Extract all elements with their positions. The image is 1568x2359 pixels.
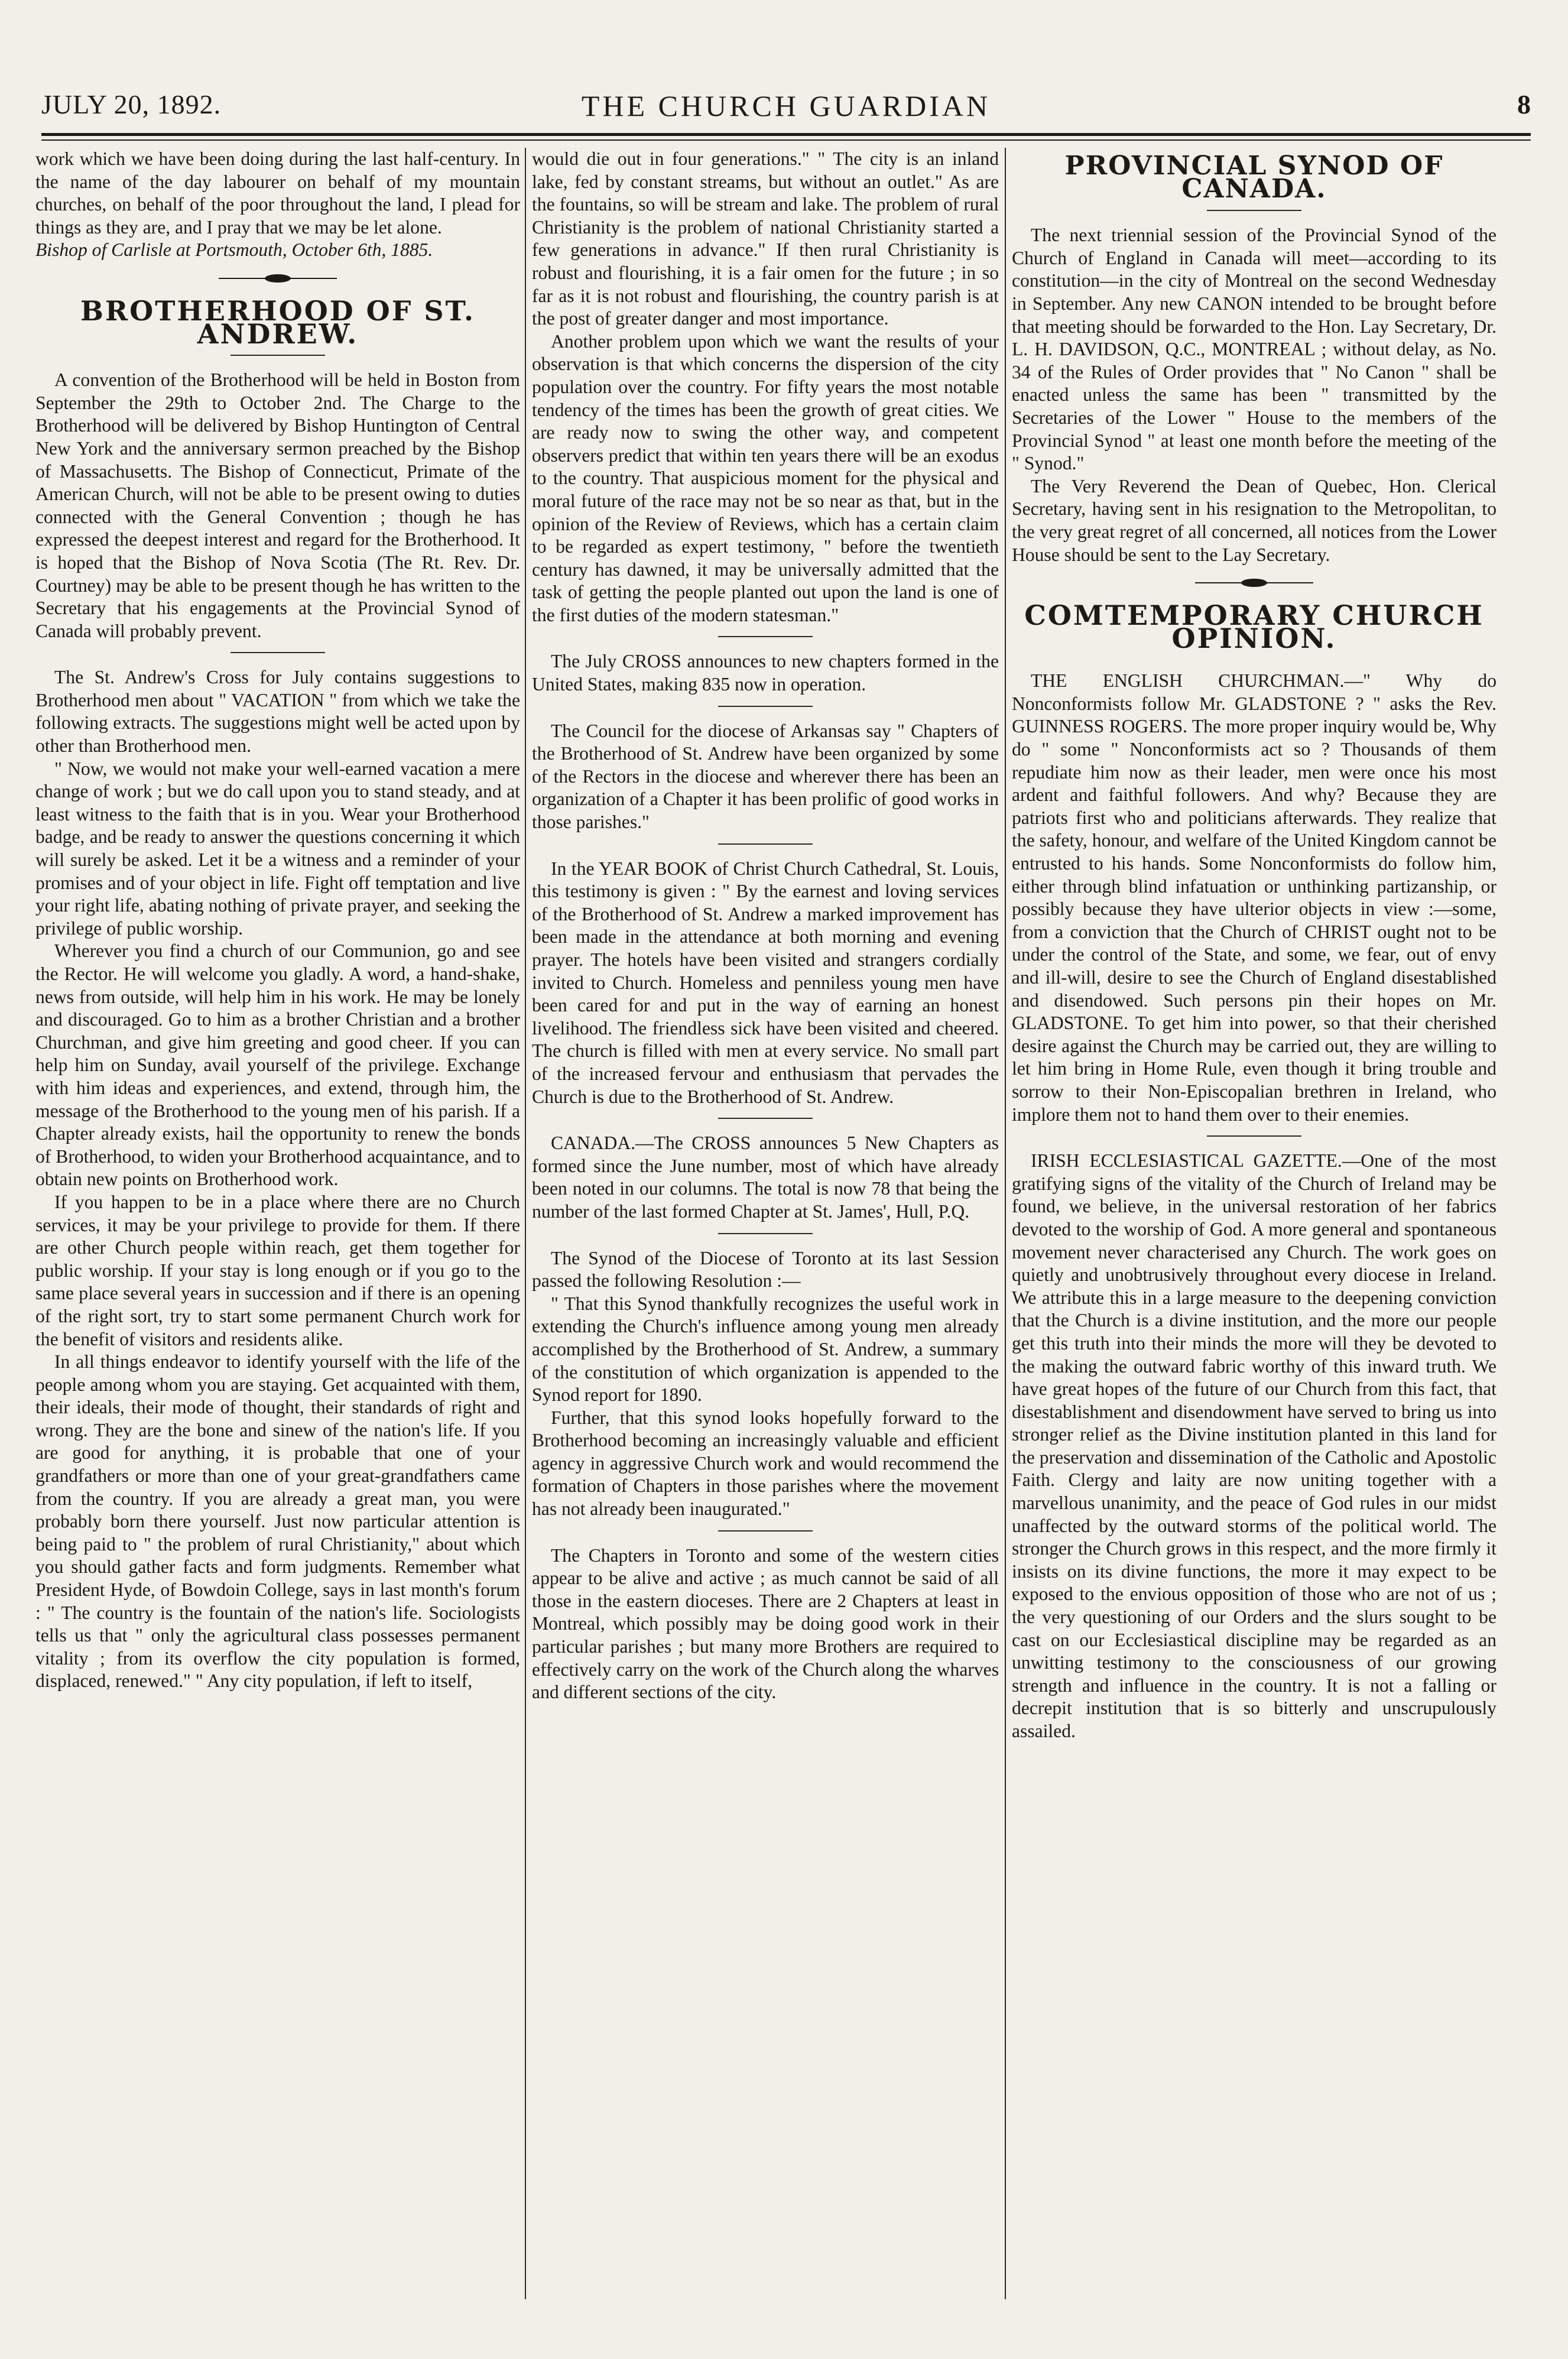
column-2 <box>532 148 999 2299</box>
short-rule <box>718 636 813 637</box>
paragraph: The next triennial session of the Provincial Synod of the Church of England in Canada will meet—according to its constitution—in the city of Montreal on the second Wednesday in September. Any new CANON intended to be brought before that meeting should be forwarded to the Hon. Lay Secretary, Dr. L. H. DAVIDSON, Q.C., MONTREAL ; without delay, as No. 34 of the Rules of Order provides that " No Canon " shall be enacted unless the same has been " transmitted by the Secretaries of the Lower " House to the members of the Provincial Synod " at least one month before the meeting of the " Synod." <box>1012 225 1496 474</box>
short-rule <box>718 843 813 845</box>
masthead-rule-thin <box>41 139 1531 141</box>
article-heading: BROTHERHOOD OF ST. ANDREW. <box>80 294 475 350</box>
ornament-divider <box>219 272 337 284</box>
article-heading: PROVINCIAL SYNOD OF CANADA. <box>1064 151 1444 204</box>
paragraph: would die out in four generations." " The city is an inland lake, fed by constant streams, but without an outlet." As are the fountains, so will be stream and lake. The problem of rural Christianity is the problem of national Christianity started a few generations in advance." If then rural Christianity is robust and flourishing, it is a fair omen for the future ; in so far as it is not robust and flourishing, the country parish is at the post of greater danger and most importance. <box>532 148 999 329</box>
short-rule <box>231 652 325 653</box>
page-number: 8 <box>1517 89 1531 119</box>
column-divider <box>1005 148 1006 2299</box>
paragraph: CANADA.—The CROSS announces 5 New Chapters as formed since the June number, most of which have already been noted in our columns. The total is now 78 that being the number of the last formed Chapter at St. James', Hull, P.Q. <box>532 1133 999 1222</box>
quote-attribution: Bishop of Carlisle at Portsmouth, October 6th, 1885. <box>35 239 433 261</box>
paragraph: The St. Andrew's Cross for July contains suggestions to Brotherhood men about " VACATION " from which we take the following extracts. The suggestions might well be acted upon by other than Brotherhood men. <box>35 667 520 757</box>
masthead <box>41 89 1531 130</box>
short-rule <box>231 355 325 356</box>
paragraph: Another problem upon which we want the results of your observation is that which concerns the dispersion of the city population over the country. For fifty years the most notable tendency of the times has been the growth of great cities. We are ready now to swing the other way, and competent observers predict that within ten years there will be an exodus to the country. That auspicious moment for the physical and moral future of the race may not be so near as that, but in the opinion of the Review of Reviews, which has a certain claim to be regarded as expert testimony, " before the twentieth century has dawned, it may be universally admitted that the task of getting the people planted out upon the land is one of the first duties of the modern statesman." <box>532 330 999 625</box>
column-3 <box>1012 148 1496 2299</box>
paragraph: In all things endeavor to identify yourself with the life of the people among whom you are staying. Get acquainted with them, their ideals, their mode of thought, their standards of right and wrong. They are the bone and sinew of the nation's life. If you are good for anything, it is probable that one of your grandfathers or more than one of your great-grandfathers came from the country. If you are already a great man, you were probably born there yourself. Just now particular attention is being paid to " the problem of rural Christianity," about which you should gather facts and form judgments. Remember what President Hyde, of Bowdoin College, says in last month's forum : " The country is the fountain of the nation's life. Sociologists tells us that " only the agricultural class possesses permanent vitality ; from its overflow the city population is formed, displaced, renewed." " Any city population, if left to itself, <box>35 1351 520 1692</box>
paragraph: If you happen to be in a place where there are no Church services, it may be your privilege to provide for them. If there are other Church people within reach, get them together for public worship. If your stay is long enough or if you go to the same place several years in succession and if there is an opening of the right sort, try to start some permanent Church work for the benefit of visitors and residents alike. <box>35 1191 520 1349</box>
paragraph: The Very Reverend the Dean of Quebec, Hon. Clerical Secretary, having sent in his resignation to the Metropolitan, to the very great regret of all concerned, all notices from the Lower House should be sent to the Lay Secretary. <box>1012 475 1496 565</box>
column-1 <box>35 148 520 2299</box>
paragraph: In the YEAR BOOK of Christ Church Cathedral, St. Louis, this testimony is given : " By the earnest and loving services of the Brotherhood of St. Andrew a marked improvement has been made in the attendance at both morning and evening prayer. The hotels have been visited and strangers cordially invited to Church. Homeless and penniless young men have been cared for and put in the way of earning an honest livelihood. The friendless sick have been visited and cheered. The church is filled with men at every service. No small part of the increased fervour and enthusiasm that pervades the Church is due to the Brotherhood of St. Andrew. <box>532 858 999 1107</box>
paragraph: The Council for the diocese of Arkansas say " Chapters of the Brotherhood of St. Andrew have been organized by some of the Rectors in the diocese and wherever there has been an organization of a Chapter it has been prolific of good works in those parishes." <box>532 720 999 833</box>
paragraph: IRISH ECCLESIASTICAL GAZETTE.—One of the most gratifying signs of the vitality of the Church of Ireland may be found, we believe, in the universal restoration of her fabrics devoted to the worship of God. A more general and spontaneous movement never characterised any Church. The work goes on quietly and unobtrusively throughout every diocese in Ireland. We attribute this in a large measure to the deepening conviction that the Church is a divine institution, and the more our people get this truth into their minds the more will they be devoted to the making the outward fabric worthy of this inward truth. We have great hopes of the future of our Church from this fact, that disestablishment and disendowment have served to bring us into stronger relief as the Divine institution planted in this land for the preservation and dissemination of the Catholic and Apostolic Faith. Clergy and laity are now uniting together with a marvellous unanimity, and the peace of God rules in our midst unaffected by the outward storms of the political world. The stronger the Church grows in this respect, and the more firmly it insists on its divine functions, the more it may expect to be exposed to the envious opposition of those who are not of us ; the very questioning of our Orders and the slurs sought to be cast on our Ecclesiastical discipline may be regarded as an unwitting testimony to the consciousness of our growing strength and influence in the country. It is not a falling or decrepit institution that is so bitterly and unscrupulously assailed. <box>1012 1150 1496 1741</box>
short-rule <box>718 1530 813 1531</box>
paragraph: " Now, we would not make your well-earned vacation a mere change of work ; but we do call upon you to stand steady, and at least witness to the faith that is in you. Wear your Brotherhood badge, and be ready to answer the questions concerning it which will surely be asked. Let it be a witness and a reminder of your promises and of your object in life. Fight off temptation and live your right life, abating nothing of private prayer, and seeking the privilege of public worship. <box>35 758 520 939</box>
paragraph: The July CROSS announces to new chapters formed in the United States, making 835 now in operation. <box>532 651 999 695</box>
issue-date: JULY 20, 1892. <box>41 89 222 119</box>
paragraph: Wherever you find a church of our Communion, go and see the Rector. He will welcome you gladly. A word, a hand-shake, news from outside, will help him in his work. He may be lonely and discouraged. Go to him as a brother Christian and a brother Churchman, and give him greeting and good cheer. If you can help him on Sunday, avail yourself of the privilege. Exchange with him ideas and experiences, and extend, through him, the message of the Brotherhood to the young men of his parish. If a Chapter already exists, hail the opportunity to renew the bonds of Brotherhood, to widen your Brotherhood acquaintance, and to obtain new points on Brotherhood work. <box>35 940 520 1190</box>
newspaper-title: THE CHURCH GUARDIAN <box>581 89 991 122</box>
short-rule <box>718 706 813 707</box>
article-heading: COMTEMPORARY CHURCH OPINION. <box>1024 599 1484 654</box>
short-rule <box>1207 1135 1301 1137</box>
article-continuation: work which we have been doing during the last half-century. In the name of the day labourer on behalf of my mountain churches, on behalf of the poor throughout the land, I plead for things as they are, and I pray that we may be let alone. <box>35 148 520 238</box>
paragraph: THE ENGLISH CHURCHMAN.—" Why do Nonconformists follow Mr. GLADSTONE ? " asks the Rev. GUINNESS ROGERS. The more proper inquiry would be, Why do " some " Nonconformists act so ? Thousands of them repudiate him now as their leader, men were once his most ardent and faithful followers. And why? Because they are patriots first who and politicians afterwards. They realize that the safety, honour, and welfare of the United Kingdom cannot be entrusted to his hands. Some Nonconformists do follow him, either through blind infatuation or unthinking partizanship, or possibly because they have ulterior objects in view :—some, from a conviction that the Church of CHRIST ought not to be under the control of the State, and some, we fear, out of envy and ill-will, desire to see the Church of England disestablished and disendowed. Such persons pin their hopes on Mr. GLADSTONE. To get him into power, so that their cherished desire against the Church may be carried out, they are willing to let him bring in Home Rule, even though it bring trouble and sorrow to their Non-Episcopalian brethren in Ireland, who implore them not to hand them over to their enemies. <box>1012 670 1496 1125</box>
ornament-divider <box>1195 577 1313 589</box>
short-rule <box>718 1233 813 1234</box>
paragraph: A convention of the Brotherhood will be held in Boston from September the 29th to October 2nd. The Charge to the Brotherhood will be delivered by Bishop Huntington of Central New York and the anniversary sermon preached by the Bishop of Massachusetts. The Bishop of Connecticut, Primate of the American Church, will not be able to be present owing to duties connected with the General Convention ; though he has expressed the deepest interest and regard for the Brotherhood. It is hoped that the Bishop of Nova Scotia (The Rt. Rev. Dr. Courtney) may be able to be present though he has written to the Secretary that his engagements at the Provincial Synod of Canada will probably prevent. <box>35 369 520 641</box>
masthead-rule-thick <box>41 133 1531 136</box>
paragraph: Further, that this synod looks hopefully forward to the Brotherhood becoming an increasingly valuable and efficient agency in aggressive Church work and would recommend the formation of Chapters in those parishes where the movement has not already been inaugurated." <box>532 1407 999 1520</box>
paragraph: " That this Synod thankfully recognizes the useful work in extending the Church's influence among young men already accomplished by the Brotherhood of St. Andrew, a summary of the constitution of which organization is appended to the Synod report for 1890. <box>532 1293 999 1406</box>
paragraph: The Chapters in Toronto and some of the western cities appear to be alive and active ; as much cannot be said of all those in the eastern dioceses. There are 2 Chapters at least in Montreal, which possibly may be doing good work in their particular parishes ; but many more Brothers are required to effectively carry on the work of the Church along the wharves and different sections of the city. <box>532 1544 999 1703</box>
paragraph: The Synod of the Diocese of Toronto at its last Session passed the following Resolution :— <box>532 1247 999 1292</box>
short-rule <box>718 1118 813 1119</box>
short-rule <box>1207 210 1301 211</box>
column-divider <box>525 148 526 2299</box>
